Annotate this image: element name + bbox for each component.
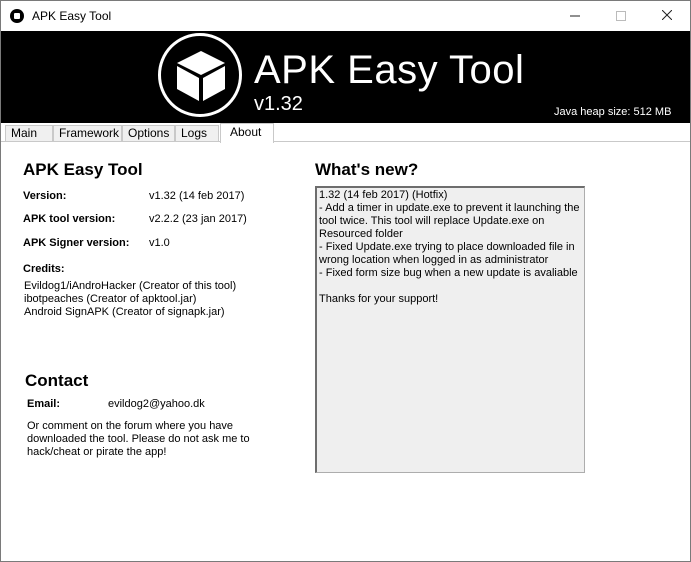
banner-title: APK Easy Tool [254, 48, 525, 92]
header-banner [1, 31, 690, 123]
about-heading: APK Easy Tool [23, 160, 143, 179]
minimize-icon [570, 11, 580, 21]
email-value[interactable]: evildog2@yahoo.dk [108, 398, 205, 410]
signer-version-label: APK Signer version: [23, 237, 130, 249]
whats-new-heading: What's new? [315, 160, 419, 179]
signer-version-value: v1.0 [149, 237, 170, 249]
tab-logs[interactable]: Logs [175, 125, 219, 141]
maximize-button[interactable] [598, 1, 644, 31]
credit-item: Android SignAPK (Creator of signapk.jar) [24, 306, 225, 318]
tab-divider [1, 141, 690, 142]
window-title: APK Easy Tool [32, 9, 112, 23]
title-bar[interactable] [1, 1, 690, 31]
tab-about[interactable]: About [220, 123, 274, 143]
logo [158, 33, 242, 117]
banner-version: v1.32 [254, 93, 303, 115]
apktool-version-label: APK tool version: [23, 213, 116, 225]
close-icon [662, 10, 672, 20]
tab-main[interactable]: Main [5, 125, 53, 141]
apktool-version-value: v2.2.2 (23 jan 2017) [149, 213, 247, 225]
maximize-icon [616, 11, 626, 21]
tab-framework[interactable]: Framework [53, 125, 122, 141]
heap-size-label: Java heap size: 512 MB [554, 106, 672, 118]
contact-heading: Contact [25, 371, 89, 390]
version-label: Version: [23, 190, 67, 202]
tab-options[interactable]: Options [122, 125, 175, 141]
close-button[interactable] [644, 1, 690, 31]
minimize-button[interactable] [552, 1, 598, 31]
whats-new-textbox[interactable]: 1.32 (14 feb 2017) (Hotfix) - Add a timer in update.exe to prevent it launching the tool twice. This tool will replace Update.exe on Resourced folder - Fixed Update.exe trying to place downloaded file in wrong location when logged in as administrator - Fixed form size bug when a new update is avaliable Thanks for your support! [315, 186, 585, 473]
app-icon [10, 9, 24, 23]
credits-label: Credits: [23, 263, 65, 275]
credit-item: Evildog1/iAndroHacker (Creator of this tool) [24, 280, 237, 292]
credit-item: ibotpeaches (Creator of apktool.jar) [24, 293, 197, 305]
email-label: Email: [27, 398, 61, 410]
version-value: v1.32 (14 feb 2017) [149, 190, 245, 202]
cube-icon [175, 49, 227, 103]
contact-note: Or comment on the forum where you have downloaded the tool. Please do not ask me to hack/cheat or pirate the app! [27, 420, 250, 458]
